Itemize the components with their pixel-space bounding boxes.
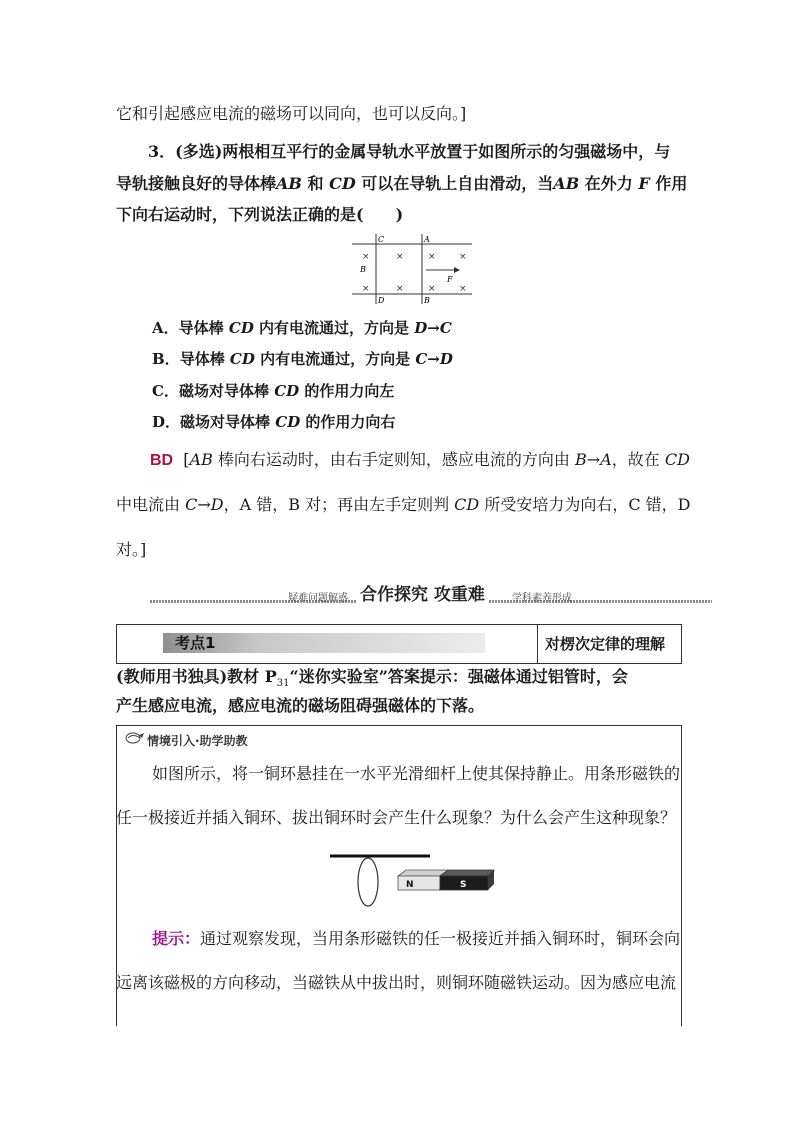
answer-var: CD <box>454 495 480 514</box>
question-text-1: 两根相互平行的金属导轨水平放置于如图所示的匀强磁场中，与 <box>222 142 671 161</box>
option-var: CD <box>229 350 255 368</box>
answer-var: C→D <box>185 495 224 514</box>
q-var-cd: CD <box>329 174 356 193</box>
kaodian-topic: 对楞次定律的理解 <box>545 635 666 653</box>
option-text: 磁场对导体棒 <box>180 413 276 431</box>
answer-var: CD <box>664 450 690 469</box>
option-a <box>152 318 452 338</box>
answer-text: 棒向右运动时，由右手定则知，感应电流的方向由 <box>212 450 576 469</box>
situation-paragraph-2: 任一极接近并插入铜环、拔出铜环时会产生什么现象？为什么会产生这种现象？ <box>116 808 677 827</box>
question-line-3: 下向右运动时，下列说法正确的是( ) <box>116 205 404 224</box>
option-var: CD <box>274 382 300 400</box>
field-cross: × <box>459 252 467 262</box>
answer-text: ，故在 <box>611 450 665 469</box>
answer-text: [ <box>183 450 190 469</box>
banner-title: 合作探究 攻重难 <box>356 580 489 605</box>
kaodian-table <box>116 624 682 664</box>
option-letter: A． <box>152 319 179 337</box>
note-text: (教师用书独具)教材 P <box>116 667 277 686</box>
hint-line-1 <box>152 929 680 949</box>
rail-figure <box>350 232 480 312</box>
label-b-rod: B <box>424 296 430 305</box>
answer-text: 所受安培力为向右，C 错，D <box>479 495 691 514</box>
option-text: 内有电流通过，方向是 <box>254 350 416 368</box>
answer-line-1 <box>150 450 690 471</box>
question-tag: (多选) <box>175 142 223 161</box>
option-text: 导体棒 <box>179 350 230 368</box>
option-dir: C→D <box>415 350 453 368</box>
option-text: 内有电流通过，方向是 <box>253 319 415 337</box>
answer-key: BD <box>150 452 174 469</box>
situation-paragraph-1: 如图所示，将一铜环悬挂在一水平光滑细杆上使其保持静止。用条形磁铁的 <box>152 764 681 783</box>
q-var-f: F <box>638 174 650 193</box>
option-text: 磁场对导体棒 <box>178 382 275 400</box>
label-f: F <box>447 275 453 284</box>
hint-line-2: 远离该磁极的方向移动，当磁铁从中拔出时，则铜环随磁铁运动。因为感应电流 <box>116 973 677 992</box>
option-dir: D→C <box>414 319 452 337</box>
label-d: D <box>378 296 385 305</box>
q-text: 可以在导轨上自由滑动，当 <box>355 174 554 193</box>
banner-left-text: 疑难问题解惑 <box>288 593 348 604</box>
field-cross: × <box>428 252 436 262</box>
kaodian-left-cell <box>117 625 538 663</box>
field-cross: × <box>396 284 404 294</box>
field-cross: × <box>362 284 370 294</box>
answer-text: ，A 错，B 对；再由左手定则判 <box>223 495 455 514</box>
option-text: 的作用力向右 <box>300 413 396 431</box>
option-letter: B． <box>152 350 180 368</box>
q-text: 和 <box>301 174 330 193</box>
option-text: 的作用力向左 <box>299 382 395 400</box>
option-c <box>152 381 394 401</box>
q-text: 在外力 <box>579 174 639 193</box>
field-cross: × <box>428 284 436 294</box>
teacher-note-line-2: 产生感应电流，感应电流的磁场阻碍强磁体的下落。 <box>116 696 485 715</box>
magnet-s-label: S <box>460 880 467 890</box>
option-text: 导体棒 <box>178 319 229 337</box>
field-cross: × <box>459 284 467 294</box>
answer-line-3: 对。] <box>116 540 147 559</box>
situation-heading: 情境引入·助学助教 <box>147 734 248 748</box>
hint-text: 通过观察发现，当用条形磁铁的任一极接近并插入铜环时，铜环会向 <box>200 929 681 948</box>
banner-right-text: 学科素养形成 <box>512 593 572 604</box>
question-number: 3． <box>148 142 176 161</box>
teacher-note-line-1 <box>116 667 628 694</box>
ring-magnet-figure <box>330 852 500 908</box>
field-cross: × <box>396 252 404 262</box>
option-var: CD <box>275 413 301 431</box>
section-banner <box>150 578 712 608</box>
option-letter: C． <box>152 382 179 400</box>
answer-text: 中电流由 <box>116 495 186 514</box>
kaodian-label: 考点1 <box>175 634 216 652</box>
label-a: A <box>424 235 430 244</box>
note-text: “迷你实验室”答案提示：强磁体通过铝管时，会 <box>289 667 628 686</box>
question-line-1 <box>148 142 670 162</box>
label-b-field: B <box>360 265 366 274</box>
q-var-ab: AB <box>553 174 580 193</box>
answer-var: B→A <box>575 450 612 469</box>
option-d <box>152 412 395 432</box>
leaf-icon <box>125 731 145 745</box>
q-text: 作用 <box>649 174 688 193</box>
hint-label: 提示： <box>152 929 201 948</box>
q-var-ab: AB <box>276 174 302 193</box>
magnet-n-label: N <box>406 880 414 890</box>
answer-var: AB <box>189 450 213 469</box>
option-letter: D． <box>152 413 181 431</box>
option-var: CD <box>228 319 254 337</box>
q-text: 导轨接触良好的导体棒 <box>116 174 277 193</box>
label-c: C <box>378 235 385 244</box>
answer-line-2 <box>116 495 690 515</box>
question-line-2 <box>116 174 687 194</box>
kaodian-tag <box>163 633 485 653</box>
continuation-line: 它和引起感应电流的磁场可以同向，也可以反向。] <box>116 104 467 123</box>
note-subscript: 31 <box>276 678 290 690</box>
field-cross: × <box>362 252 370 262</box>
option-b <box>152 349 453 369</box>
